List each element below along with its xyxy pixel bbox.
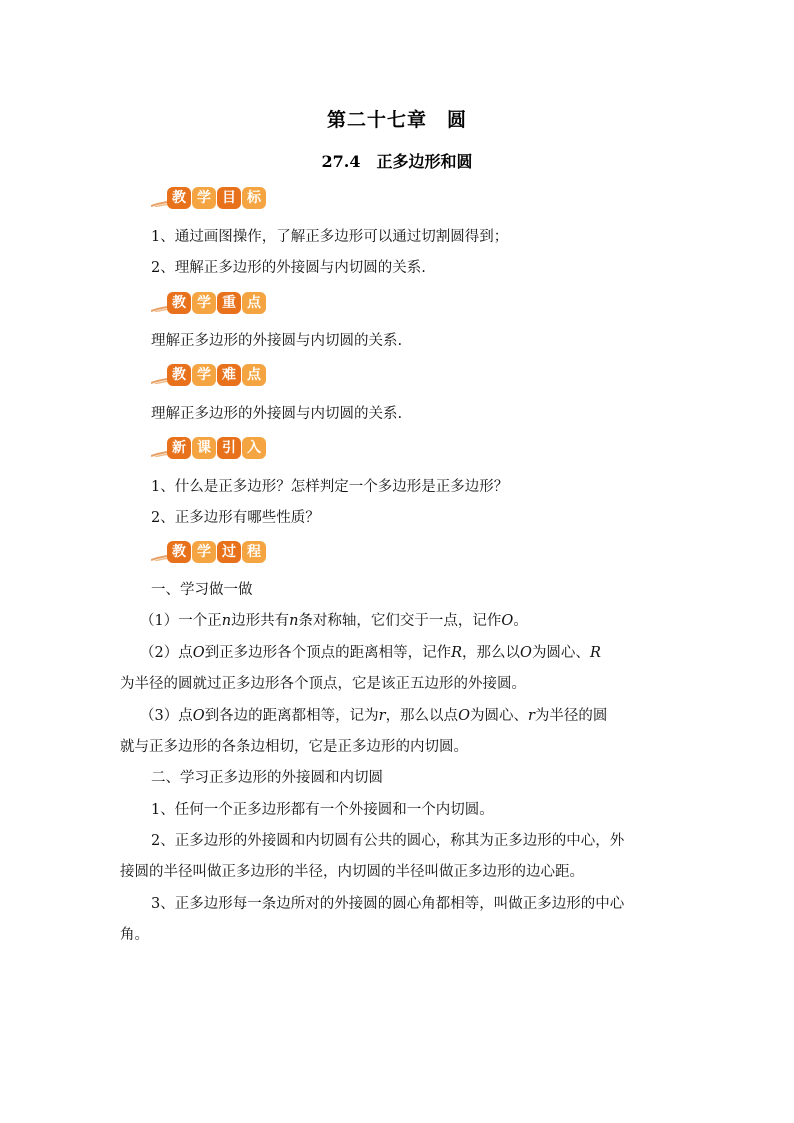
introduction-question-1: 1、什么是正多边形？怎样判定一个多边形是正多边形？ (151, 479, 509, 495)
math-variable: O (520, 645, 532, 661)
badge-char: 学 (192, 541, 216, 563)
introduction-badge (151, 437, 261, 463)
key-points-text: 理解正多边形的外接圆与内切圆的关系. (151, 333, 403, 349)
badge-char: 学 (192, 292, 216, 314)
badge-char: 教 (167, 292, 191, 314)
badge-char: 学 (192, 364, 216, 386)
badge-char: 新 (167, 437, 191, 459)
badge-char: 教 (167, 364, 191, 386)
badge-char: 重 (217, 292, 241, 314)
badge-char: 教 (167, 187, 191, 209)
text-fragment: ，那么以点 (385, 708, 459, 724)
process-part1-heading: 一、学习做一做 (151, 582, 253, 598)
text-fragment: 为圆心、 (531, 645, 590, 661)
math-variable: r (378, 708, 386, 724)
math-variable: O (458, 708, 470, 724)
process-item-3-line-2: 角。 (120, 927, 149, 943)
math-variable: R (589, 645, 601, 661)
text-fragment: 为圆心、 (469, 708, 528, 724)
process-part2-heading: 二、学习正多边形的外接圆和内切圆 (151, 770, 383, 786)
badge-char: 过 (217, 541, 241, 563)
math-variable: R (451, 645, 463, 661)
process-paragraph-2-line-1 (140, 643, 601, 663)
math-variable: n (221, 613, 232, 629)
process-paragraph-3-line-2: 就与正多边形的各条边相切，它是正多边形的内切圆。 (120, 739, 468, 755)
badge-char: 程 (242, 541, 266, 563)
process-paragraph-2-line-2: 为半径的圆就过正多边形各个顶点，它是该正五边形的外接圆。 (120, 676, 526, 692)
introduction-question-2: 2、正多边形有哪些性质？ (151, 510, 320, 526)
text-fragment: 。 (513, 613, 528, 629)
badge-char: 学 (192, 187, 216, 209)
badge-char: 目 (217, 187, 241, 209)
badge-char: 教 (167, 541, 191, 563)
process-paragraph-3-line-1 (140, 706, 607, 726)
difficulties-text: 理解正多边形的外接圆与内切圆的关系. (151, 406, 403, 422)
math-variable: O (192, 645, 205, 661)
process-item-2-line-2: 接圆的半径叫做正多边形的半径，内切圆的半径叫做正多边形的边心距。 (120, 864, 584, 880)
process-badge (151, 541, 261, 567)
process-item-3-line-1: 3、正多边形每一条边所对的外接圆的圆心角都相等，叫做正多边形的中心 (151, 896, 625, 912)
chapter-title: 第二十七章 圆 (326, 109, 467, 131)
text-fragment: 条对称轴，它们交于一点，记作 (298, 613, 502, 629)
badge-char: 难 (217, 364, 241, 386)
text-fragment: （3）点 (140, 708, 193, 724)
badge-char: 点 (242, 292, 266, 314)
text-fragment: 到正多边形各个顶点的距离相等，记作 (204, 645, 452, 661)
objectives-badge (151, 187, 261, 213)
process-item-2-line-1: 2、正多边形的外接圆和内切圆有公共的圆心，称其为正多边形的中心，外 (151, 833, 625, 849)
text-fragment: （2）点 (140, 645, 193, 661)
badge-char: 点 (242, 364, 266, 386)
process-paragraph-1 (140, 611, 528, 631)
text-fragment: （1）一个正 (140, 613, 222, 629)
text-fragment: 到各边的距离都相等，记为 (204, 708, 379, 724)
badge-char: 入 (242, 437, 266, 459)
section-title: 27.4 正多边形和圆 (321, 152, 473, 171)
objective-item-1: 1、通过画图操作，了解正多边形可以通过切割圆得到； (151, 229, 509, 245)
text-fragment: 边形共有 (231, 613, 290, 629)
math-variable: r (527, 708, 535, 724)
badge-char: 标 (242, 187, 266, 209)
badge-char: 引 (217, 437, 241, 459)
difficulties-badge (151, 364, 261, 390)
key-points-badge (151, 292, 261, 318)
math-variable: O (192, 708, 205, 724)
process-item-1: 1、任何一个正多边形都有一个外接圆和一个内切圆。 (151, 802, 494, 818)
objective-item-2: 2、理解正多边形的外接圆与内切圆的关系. (151, 260, 426, 276)
text-fragment: ，那么以 (462, 645, 521, 661)
math-variable: n (289, 613, 299, 629)
badge-char: 课 (192, 437, 216, 459)
math-variable: O (501, 613, 514, 629)
text-fragment: 为半径的圆 (534, 708, 608, 724)
